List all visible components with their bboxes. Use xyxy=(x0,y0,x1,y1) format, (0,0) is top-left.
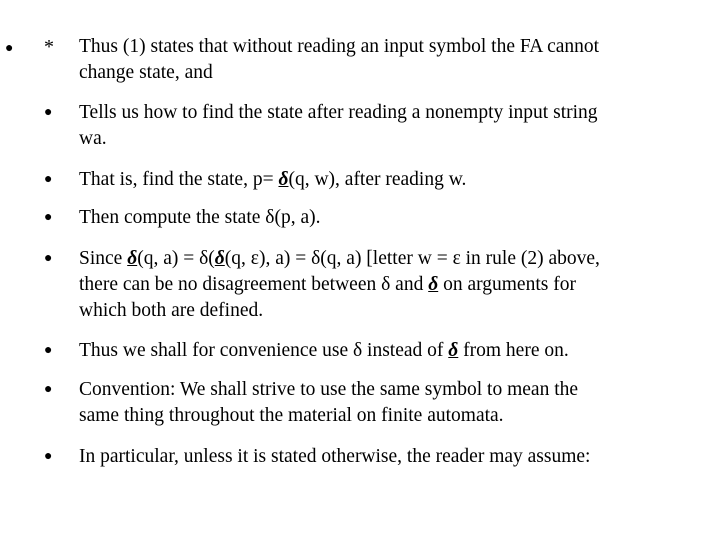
bullet-text-4 xyxy=(79,205,711,231)
text-line xyxy=(79,338,711,364)
text-segment: (q, a) = δ( xyxy=(137,248,215,269)
bullet-text-3 xyxy=(79,167,711,193)
text-segment: That is, find the state, p= xyxy=(79,169,279,190)
text-line: Convention: We shall strive to use the same symbol to mean the xyxy=(79,379,579,400)
text-segment: Thus we shall for convenience use δ instead of xyxy=(79,340,449,361)
bullet-text-2 xyxy=(79,100,711,152)
delta-hat-symbol: δ xyxy=(127,248,138,269)
delta-hat-symbol: δ xyxy=(428,274,439,295)
text-segment: from here on. xyxy=(458,340,569,361)
delta-hat-symbol: δ xyxy=(448,340,459,361)
star-marker: * xyxy=(44,36,54,58)
delta-hat-symbol: δ xyxy=(214,248,225,269)
bullet-dot: ● xyxy=(44,449,53,464)
text-line: change state, and xyxy=(79,62,213,83)
text-line: which both are defined. xyxy=(79,300,264,321)
bullet-dot: ● xyxy=(44,172,53,187)
delta-hat-symbol: δ xyxy=(278,169,289,190)
text-segment: (q, ε), a) = δ(q, a) [letter w = ε in rule (2) above, xyxy=(224,248,600,269)
text-line: wa. xyxy=(79,128,107,149)
bullet-text-7 xyxy=(79,377,711,429)
bullet-text-1 xyxy=(79,34,711,86)
text-line: Then compute the state δ(p, a). xyxy=(79,207,321,228)
bullet-text-5 xyxy=(79,246,711,324)
bullet-dot: ● xyxy=(44,251,53,266)
bullet-dot: ● xyxy=(44,343,53,358)
text-line xyxy=(79,167,711,193)
bullet-dot: ● xyxy=(44,210,53,225)
text-segment: there can be no disagreement between δ and xyxy=(79,274,429,295)
bullet-text-6 xyxy=(79,338,711,364)
text-line: Thus (1) states that without reading an input symbol the FA cannot xyxy=(79,36,600,57)
bullet-text-8 xyxy=(79,444,711,470)
text-line: Tells us how to find the state after reading a nonempty input string xyxy=(79,102,598,123)
text-segment: (q, w), after reading w. xyxy=(288,169,467,190)
text-segment: on arguments for xyxy=(438,274,576,295)
text-segment: Since xyxy=(79,248,128,269)
bullet-dot: ● xyxy=(44,105,53,120)
bullet-dot: ● xyxy=(44,382,53,397)
text-line: In particular, unless it is stated otherwise, the reader may assume: xyxy=(79,446,591,467)
outer-bullet: ● xyxy=(5,41,14,56)
text-line xyxy=(79,272,711,298)
text-line xyxy=(79,246,711,272)
text-line: same thing throughout the material on finite automata. xyxy=(79,405,504,426)
